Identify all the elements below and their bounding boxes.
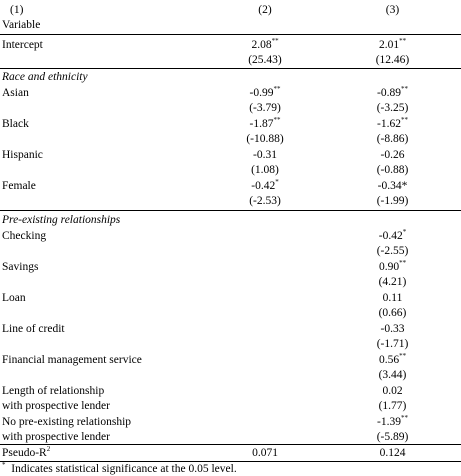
coef-cell: 0.02: [382, 385, 403, 397]
coef-cell: 2.01**: [378, 37, 407, 51]
coef-cell: -0.42*: [251, 178, 279, 192]
row-label: Financial management service: [2, 354, 142, 366]
row-label: Length of relationship: [2, 385, 105, 397]
row-label: Female: [2, 180, 36, 192]
row-label: No pre-existing relationship: [2, 416, 132, 428]
section-rule: [0, 68, 461, 69]
tstat-cell: (-5.89): [376, 431, 409, 443]
coef-cell: -0.31: [253, 149, 277, 161]
section-heading: Race and ethnicity: [2, 71, 88, 83]
tstat-cell: (-1.99): [376, 195, 409, 207]
tstat-cell: (4.21): [378, 276, 407, 288]
coef-cell: 0.90**: [378, 259, 407, 273]
tstat-cell: (-2.53): [249, 195, 281, 207]
coef-cell: -0.34*: [377, 180, 408, 192]
tstat-cell: (-0.88): [376, 164, 409, 176]
tstat-cell: (3.44): [378, 369, 407, 381]
row-label: Hispanic: [2, 149, 43, 161]
coef-cell: -1.62**: [377, 116, 408, 130]
coef-cell: -0.99**: [249, 85, 281, 99]
coef-cell: -0.33: [380, 323, 405, 335]
row-label-line2: with prospective lender: [2, 400, 110, 412]
tstat-cell: (-2.55): [376, 245, 409, 257]
header-col2: (2): [258, 4, 272, 16]
section-rule: [0, 444, 461, 445]
section-rule: [0, 210, 461, 211]
row-label: Loan: [2, 292, 26, 304]
section-heading: Pre-existing relationships: [2, 214, 121, 226]
row-label: Black: [2, 118, 29, 130]
row-label: Intercept: [2, 39, 43, 51]
row-label: Asian: [2, 87, 29, 99]
coef-cell: 0.11: [382, 292, 403, 304]
header-col3: (3): [385, 4, 400, 16]
tstat-cell: (0.66): [378, 307, 407, 319]
coef-cell: -0.26: [380, 149, 405, 161]
tstat-cell: (1.08): [251, 164, 279, 176]
coef-cell: -1.39**: [377, 414, 408, 428]
tstat-cell: (25.43): [248, 54, 282, 66]
row-label: Checking: [2, 230, 47, 242]
tstat-cell: (12.46): [375, 54, 410, 66]
row-label-line2: with prospective lender: [2, 431, 110, 443]
footnote: * Indicates statistical significance at the 0.05 level.: [2, 461, 237, 475]
tstat-cell: (-3.25): [376, 102, 409, 114]
tstat-cell: (-10.88): [246, 133, 284, 145]
header-rule: [0, 34, 461, 35]
header-col1: (1): [10, 4, 24, 16]
pseudo-r2-col2: 0.071: [252, 447, 278, 459]
header-variable: Variable: [2, 19, 41, 31]
pseudo-r2-label: Pseudo-$R^2$: [2, 445, 51, 459]
coef-cell: 2.08**: [251, 37, 279, 51]
coef-cell: -0.42*: [378, 228, 407, 242]
coef-cell: 0.56**: [378, 352, 407, 366]
coef-cell: -1.87**: [249, 116, 281, 130]
row-label: Savings: [2, 261, 39, 273]
tstat-cell: (-1.71): [376, 338, 409, 350]
coef-cell: -0.89**: [377, 85, 408, 99]
tstat-cell: (-3.79): [249, 102, 281, 114]
pseudo-r2-col3: 0.124: [379, 447, 406, 459]
tstat-cell: (-8.86): [376, 133, 409, 145]
tstat-cell: (1.77): [378, 400, 407, 412]
row-label: Line of credit: [2, 323, 65, 335]
